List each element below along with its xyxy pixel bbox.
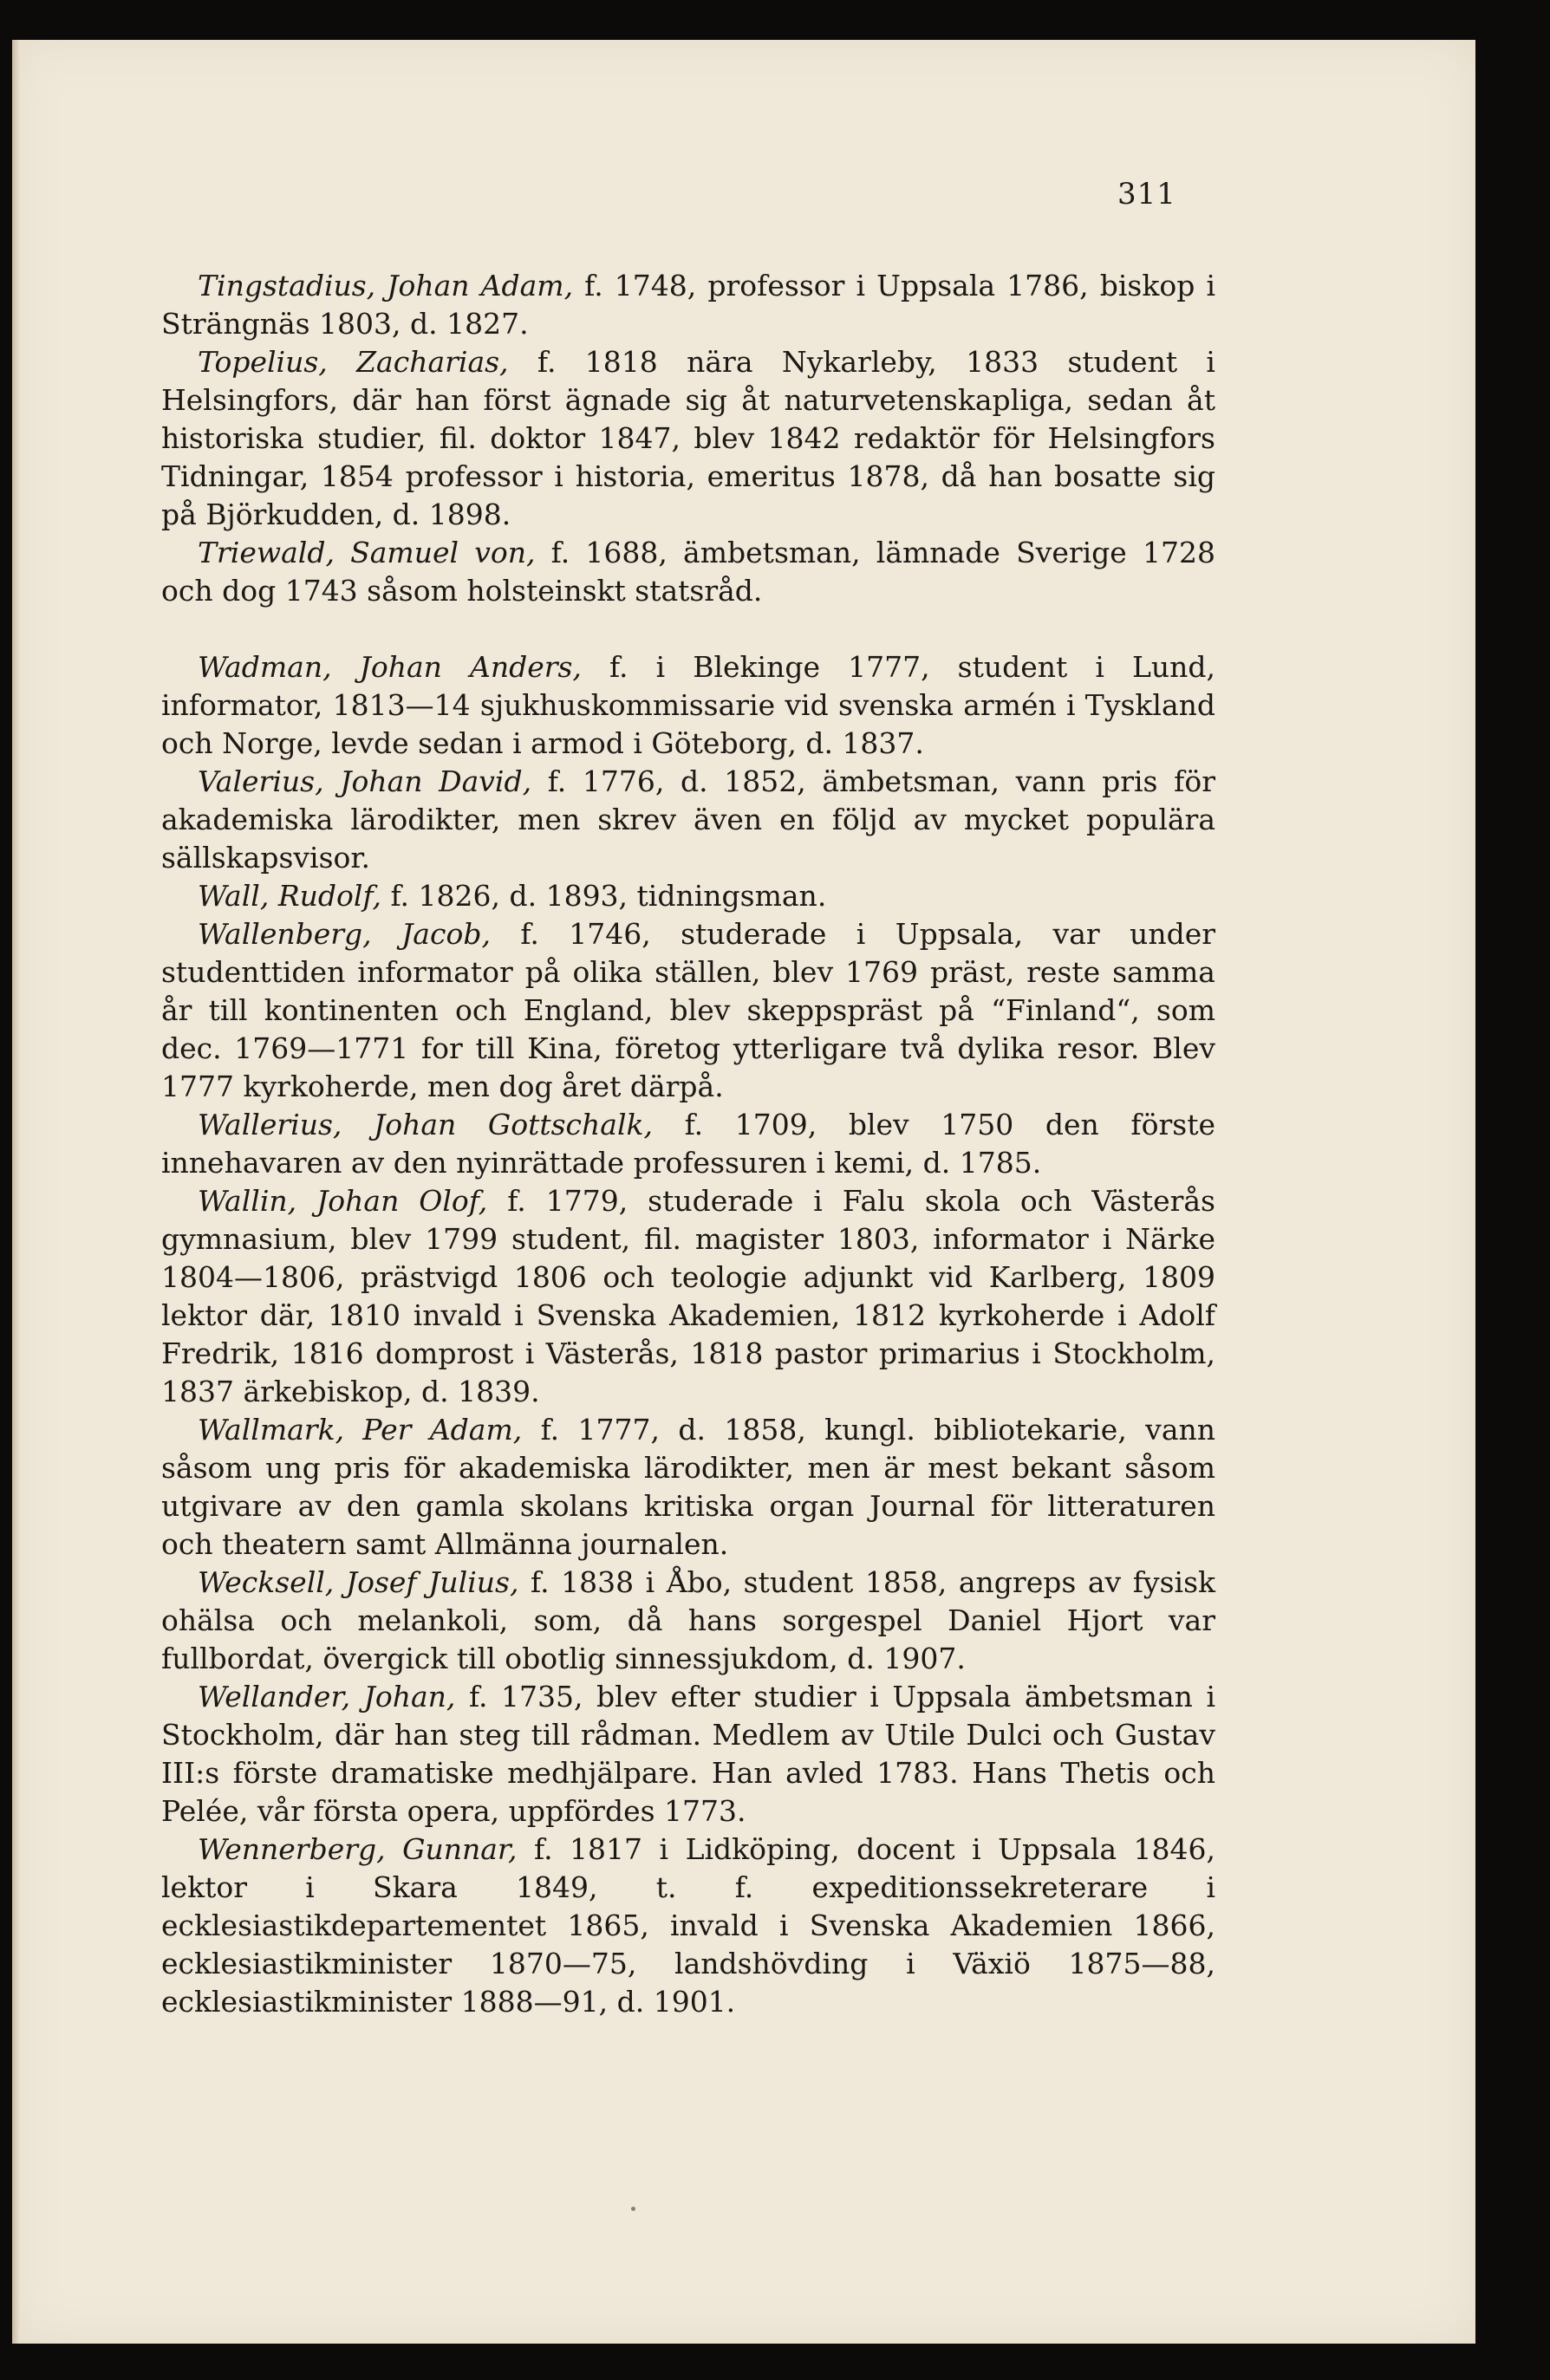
entry-tingstadius bbox=[161, 267, 1215, 343]
entry-text: f. 1746, studerade i Uppsala, var under studenttiden informator på olika ställen, blev 1769 präst, reste samma år till kontinenten och England, blev skeppspräst på “Finland“, som dec. 1769—1771 for till Kina, företog ytterligare två dylika resor. Blev 1777 kyrkoherde, men dog året därpå. bbox=[161, 917, 1215, 1103]
entry-text: f. 1817 i Lidköping, docent i Uppsala 1846, lektor i Skara 1849, t. f. expeditionssekreterare i ecklesiastikdepartementet 1865, invald i Svenska Akademien 1866, ecklesiastikminister 1870—75, landshövding i Växiö 1875—88, ecklesiastikminister 1888—91, d. 1901. bbox=[161, 1832, 1215, 2019]
entry-valerius bbox=[161, 763, 1215, 877]
entry-wadman bbox=[161, 648, 1215, 763]
entry-name: Topelius, Zacharias, bbox=[198, 345, 509, 379]
entry-name: Wall, Rudolf, bbox=[198, 879, 381, 913]
entry-wallerius bbox=[161, 1106, 1215, 1182]
entry-text: f. 1776, d. 1852, ämbetsman, vann pris för akademiska lärodikter, men skrev även en följd av mycket populära sällskapsvisor. bbox=[161, 764, 1215, 875]
entry-name: Valerius, Johan David, bbox=[198, 764, 532, 798]
entry-name: Wennerberg, Gunnar, bbox=[198, 1832, 518, 1866]
entry-text: f. 1779, studerade i Falu skola och Västerås gymnasium, blev 1799 student, fil. magister 1803, informator i Närke 1804—1806, prästvigd 1806 och teologie adjunkt vid Karlberg, 1809 lektor där, 1810 invald i Svenska Akademien, 1812 kyrkoherde i Adolf Fredrik, 1816 domprost i Västerås, 1818 pastor primarius i Stockholm, 1837 ärkebiskop, d. 1839. bbox=[161, 1184, 1215, 1408]
entry-name: Wecksell, Josef Julius, bbox=[198, 1565, 519, 1599]
entry-wallenberg bbox=[161, 915, 1215, 1106]
entry-text: f. 1735, blev efter studier i Uppsala ämbetsman i Stockholm, där han steg till rådman. Medlem av Utile Dulci och Gustav III:s förste dramatiske medhjälpare. Han avled 1783. Hans Thetis och Pelée, vår första opera, uppfördes 1773. bbox=[161, 1680, 1215, 1828]
entry-text: f. 1826, d. 1893, tidningsman. bbox=[381, 879, 827, 913]
entry-text: f. 1818 nära Nykarleby, 1833 student i Helsingfors, där han först ägnade sig åt naturvetenskapliga, sedan åt historiska studier, fil. doktor 1847, blev 1842 redaktör för Helsingfors Tidningar, 1854 professor i historia, emeritus 1878, då han bosatte sig på Björkudden, d. 1898. bbox=[161, 345, 1215, 531]
entry-text: f. 1838 i Åbo, student 1858, angreps av fysisk ohälsa och melankoli, som, då hans sorgespel Daniel Hjort var fullbordat, övergick till obotlig sinnessjukdom, d. 1907. bbox=[161, 1565, 1215, 1675]
entry-wellander bbox=[161, 1678, 1215, 1831]
entry-wennerberg bbox=[161, 1831, 1215, 2021]
entry-wecksell bbox=[161, 1564, 1215, 1678]
book-page bbox=[12, 40, 1475, 2344]
entry-text: f. 1777, d. 1858, kungl. bibliotekarie, vann såsom ung pris för akademiska lärodikter, men är mest bekant såsom utgivare av den gamla skolans kritiska organ Journal för litteraturen och theatern samt Allmänna journalen. bbox=[161, 1413, 1215, 1561]
entries-block bbox=[161, 267, 1215, 2021]
entry-name: Wellander, Johan, bbox=[198, 1680, 456, 1713]
ink-speck bbox=[631, 2207, 635, 2211]
entry-name: Wallenberg, Jacob, bbox=[198, 917, 491, 951]
entry-wallmark bbox=[161, 1411, 1215, 1564]
entry-text: f. 1748, professor i Uppsala 1786, biskop i Strängnäs 1803, d. 1827. bbox=[161, 269, 1216, 341]
entry-wallin bbox=[161, 1182, 1215, 1411]
entry-topelius bbox=[161, 343, 1215, 534]
entry-name: Triewald, Samuel von, bbox=[198, 536, 536, 569]
entry-name: Wadman, Johan Anders, bbox=[198, 650, 582, 684]
page-number: 311 bbox=[1117, 177, 1176, 211]
entry-name: Wallerius, Johan Gottschalk, bbox=[198, 1108, 654, 1141]
entry-wall bbox=[161, 877, 1215, 915]
entry-triewald bbox=[161, 534, 1215, 610]
entry-name: Wallin, Johan Olof, bbox=[198, 1184, 488, 1218]
entry-name: Wallmark, Per Adam, bbox=[198, 1413, 523, 1447]
page-edge bbox=[12, 40, 21, 2344]
entry-text: f. i Blekinge 1777, student i Lund, informator, 1813—14 sjukhuskommissarie vid svenska armén i Tyskland och Norge, levde sedan i armod i Göteborg, d. 1837. bbox=[161, 650, 1215, 760]
entry-text: f. 1688, ämbetsman, lämnade Sverige 1728 och dog 1743 såsom holsteinskt statsråd. bbox=[161, 536, 1215, 608]
entry-name: Tingstadius, Johan Adam, bbox=[198, 269, 574, 302]
entry-text: f. 1709, blev 1750 den förste innehavaren av den nyinrättade professuren i kemi, d. 1785. bbox=[161, 1108, 1216, 1180]
